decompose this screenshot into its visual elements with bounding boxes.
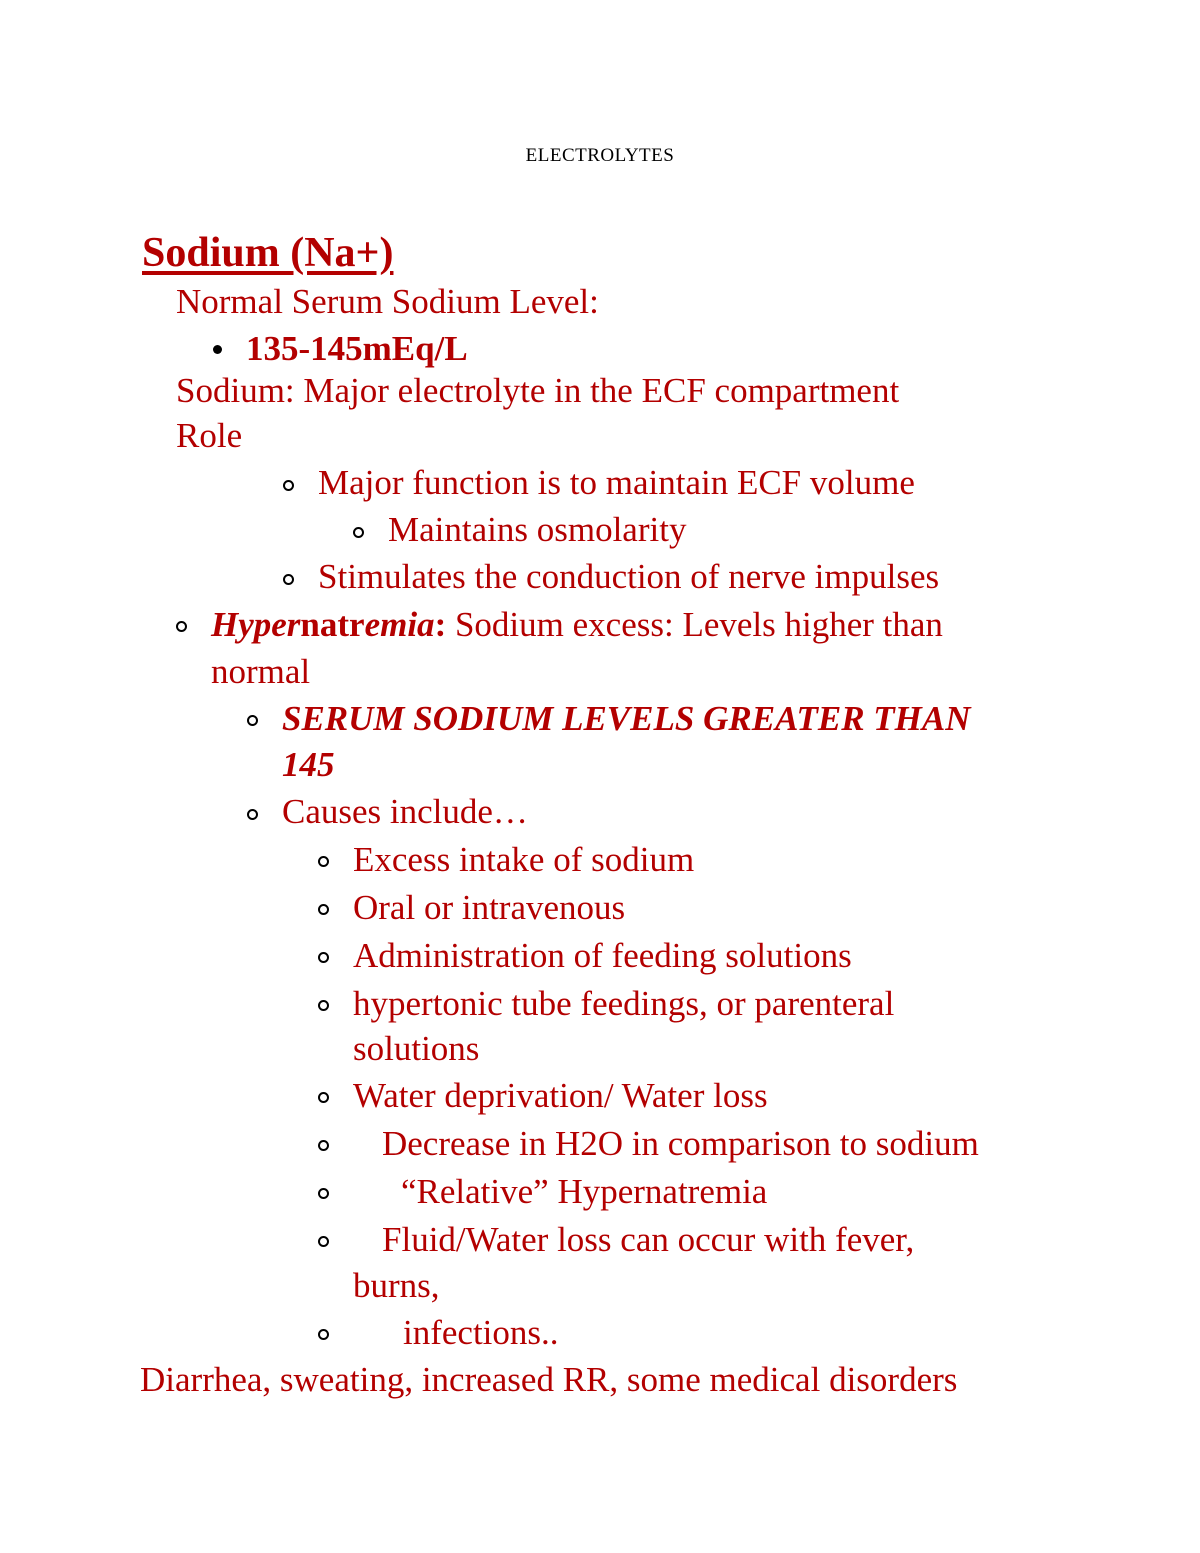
role-item: Major function is to maintain ECF volume — [318, 463, 915, 502]
bullet-circle-icon — [318, 1329, 329, 1340]
role-item: Maintains osmolarity — [388, 510, 687, 549]
section-heading: Sodium (Na+) — [142, 230, 394, 276]
bullet-circle-icon — [176, 621, 187, 632]
cause-item: Administration of feeding solutions — [353, 936, 852, 975]
cause-item: Fluid/Water loss can occur with fever, — [382, 1220, 915, 1259]
cause-item: “Relative” Hypernatremia — [401, 1172, 768, 1211]
hypernatremia-description-cont: normal — [211, 652, 311, 691]
cause-item-cont: solutions — [353, 1029, 480, 1068]
cause-item: Decrease in H2O in comparison to sodium — [382, 1124, 979, 1163]
bullet-circle-icon — [318, 1140, 329, 1151]
bullet-circle-icon — [318, 952, 329, 963]
bullet-circle-icon — [318, 1188, 329, 1199]
hypernatremia-term-prefix: Hyper — [211, 605, 301, 644]
bullet-circle-icon — [247, 715, 258, 726]
cause-item: infections.. — [403, 1313, 559, 1352]
cause-item: Water deprivation/ Water loss — [353, 1076, 768, 1115]
role-label: Role — [176, 416, 243, 455]
hypernatremia-term-suffix: emia — [364, 605, 435, 644]
causes-label: Causes include… — [282, 792, 528, 831]
hypernatremia-definition — [211, 603, 943, 647]
serum-level-note-cont: 145 — [282, 745, 335, 784]
bullet-circle-icon — [283, 480, 294, 491]
cause-item: Excess intake of sodium — [353, 840, 695, 879]
bullet-dot-icon — [213, 345, 222, 354]
bullet-circle-icon — [283, 574, 294, 585]
bullet-circle-icon — [318, 1000, 329, 1011]
role-item: Stimulates the conduction of nerve impulses — [318, 557, 940, 596]
hypernatremia-colon: : — [434, 605, 447, 644]
bullet-circle-icon — [318, 1236, 329, 1247]
sodium-description: Sodium: Major electrolyte in the ECF compartment — [176, 371, 900, 410]
normal-level-value: 135-145mEq/L — [246, 329, 468, 368]
cause-item: hypertonic tube feedings, or parenteral — [353, 984, 895, 1023]
page-title: ELECTROLYTES — [525, 145, 675, 166]
hypernatremia-term-middle: natr — [300, 605, 365, 644]
bullet-circle-icon — [247, 809, 258, 820]
final-line: Diarrhea, sweating, increased RR, some medical disorders — [140, 1360, 958, 1399]
cause-item: Oral or intravenous — [353, 888, 626, 927]
bullet-circle-icon — [318, 1092, 329, 1103]
normal-level-label: Normal Serum Sodium Level: — [176, 282, 599, 321]
bullet-circle-icon — [318, 904, 329, 915]
bullet-circle-icon — [353, 527, 364, 538]
cause-item-cont: burns, — [353, 1266, 440, 1305]
hypernatremia-description: Sodium excess: Levels higher than — [446, 605, 943, 644]
serum-level-note: SERUM SODIUM LEVELS GREATER THAN — [282, 699, 971, 738]
bullet-circle-icon — [318, 856, 329, 867]
